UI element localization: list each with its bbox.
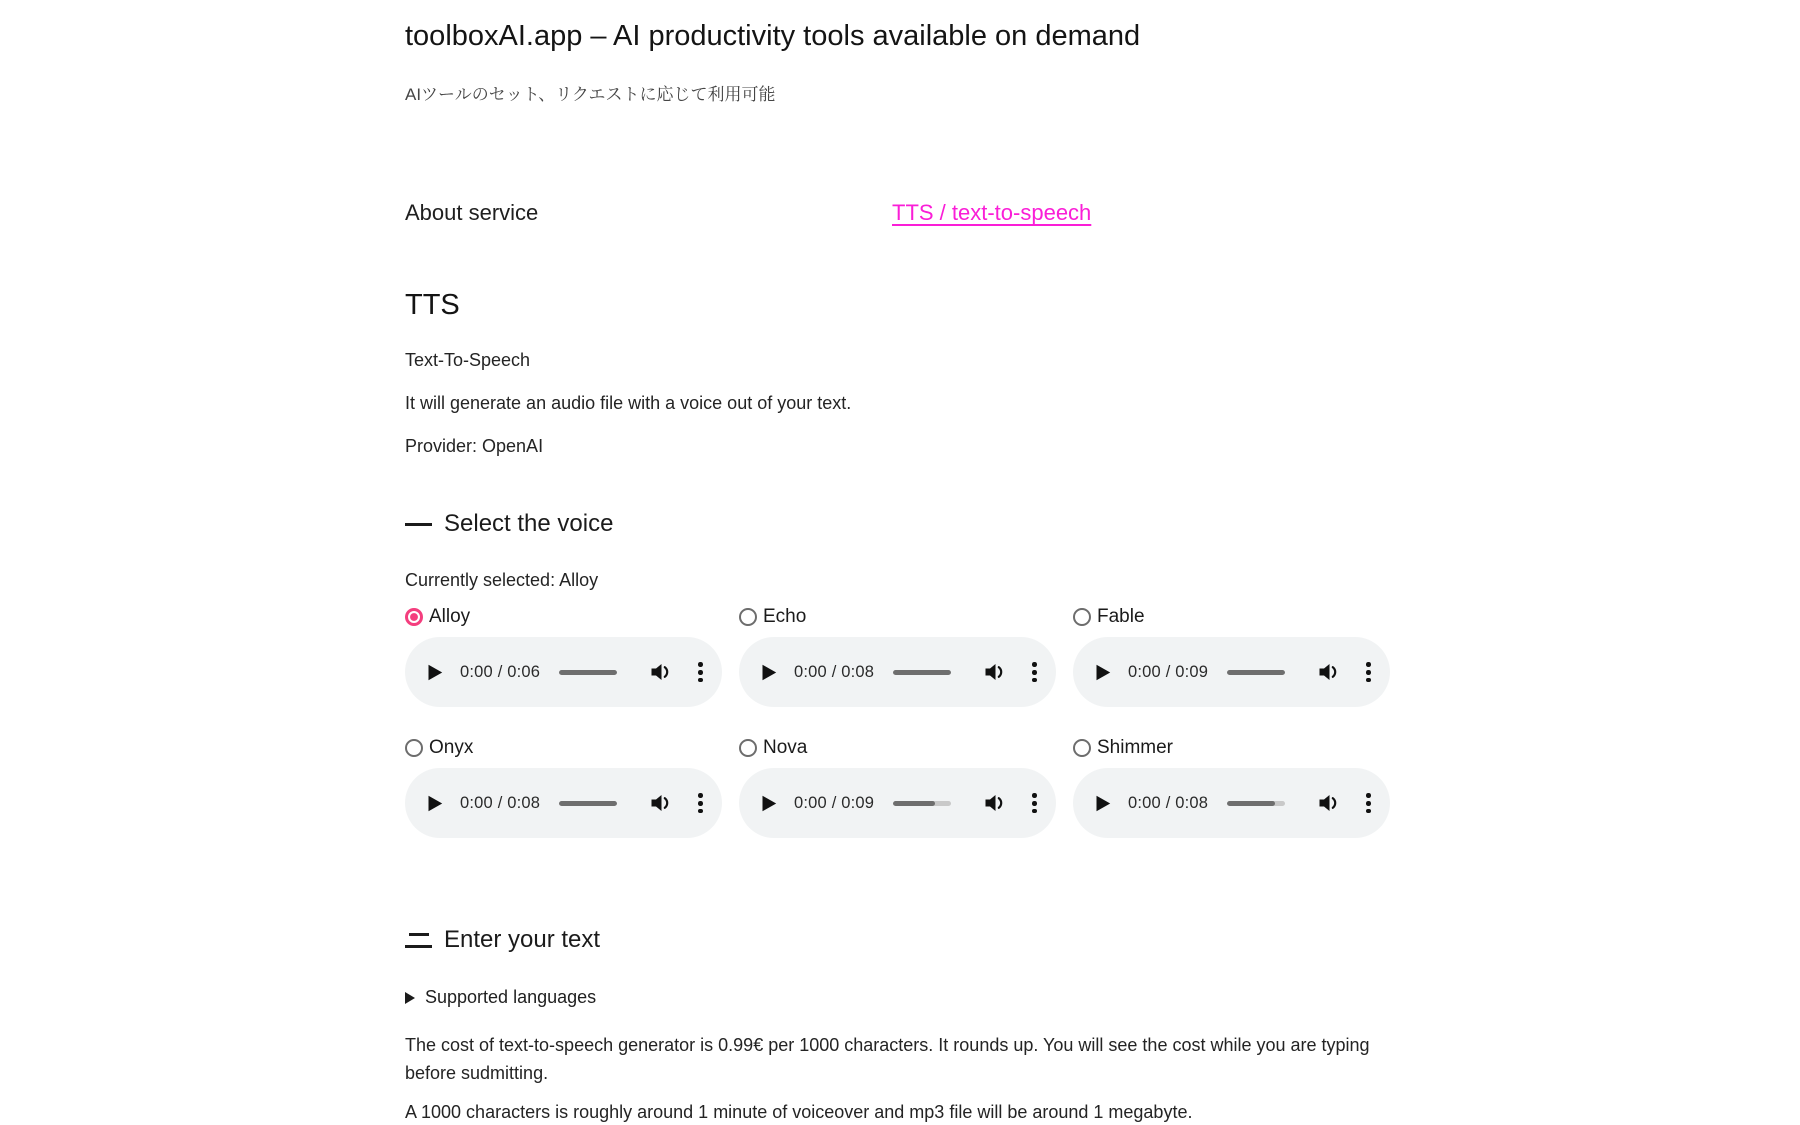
overflow-menu-icon[interactable] [698, 793, 703, 813]
select-voice-heading-label: Select the voice [444, 510, 614, 538]
play-icon[interactable] [428, 795, 443, 812]
play-icon[interactable] [1096, 664, 1111, 681]
overflow-menu-icon[interactable] [1366, 793, 1371, 813]
voice-label: Onyx [429, 737, 474, 759]
seek-bar[interactable] [893, 670, 951, 675]
section-two-marker-icon [405, 933, 432, 948]
seek-bar[interactable] [559, 801, 617, 806]
tts-provider: Provider: OpenAI [405, 436, 544, 457]
tts-description: It will generate an audio file with a voice out of your text. [405, 393, 852, 414]
overflow-menu-icon[interactable] [1032, 793, 1037, 813]
radio-icon[interactable] [739, 739, 757, 757]
section-one-marker-icon [405, 523, 432, 526]
play-icon[interactable] [428, 664, 443, 681]
audio-player-echo[interactable] [739, 637, 1056, 707]
voice-radio-nova[interactable] [739, 737, 1056, 759]
voice-radio-shimmer[interactable] [1073, 737, 1390, 759]
page-title: toolboxAI.app – AI productivity tools available on demand [405, 20, 1141, 52]
overflow-menu-icon[interactable] [1032, 662, 1037, 682]
voice-cell-fable [1073, 606, 1390, 707]
volume-icon[interactable] [984, 793, 1006, 813]
tts-name-line: Text-To-Speech [405, 350, 531, 371]
radio-icon[interactable] [1073, 739, 1091, 757]
audio-player-fable[interactable] [1073, 637, 1390, 707]
supported-languages-summary[interactable] [405, 987, 1410, 1008]
enter-text-heading-label: Enter your text [444, 926, 601, 954]
voice-grid [405, 606, 1410, 838]
audio-player-shimmer[interactable] [1073, 768, 1390, 838]
audio-player-onyx[interactable] [405, 768, 722, 838]
cost-text: The cost of text-to-speech generator is 0.99€ per 1000 characters. It rounds up. You will see the cost while you are typing before sudmitting. [405, 1035, 1370, 1084]
voice-cell-echo [739, 606, 1056, 707]
radio-icon[interactable] [405, 608, 423, 626]
voice-radio-alloy[interactable] [405, 606, 722, 628]
voice-cell-onyx [405, 737, 722, 838]
page-subtitle-japanese: AIツールのセット、リクエストに応じて利用可能 [405, 85, 776, 105]
audio-player-alloy[interactable] [405, 637, 722, 707]
voice-radio-onyx[interactable] [405, 737, 722, 759]
audio-player-nova[interactable] [739, 768, 1056, 838]
size-text: A 1000 characters is roughly around 1 minute of voiceover and mp3 file will be around 1 megabyte. [405, 1102, 1193, 1123]
play-icon[interactable] [762, 664, 777, 681]
volume-icon[interactable] [650, 793, 672, 813]
select-voice-heading [405, 510, 1410, 538]
radio-icon[interactable] [739, 608, 757, 626]
play-icon[interactable] [762, 795, 777, 812]
voice-label: Fable [1097, 606, 1145, 628]
voice-label: Nova [763, 737, 808, 759]
nav-tts-link[interactable]: TTS / text-to-speech [892, 200, 1092, 226]
volume-icon[interactable] [1318, 662, 1340, 682]
audio-time: 0:00 / 0:08 [460, 793, 541, 812]
voice-label: Echo [763, 606, 807, 628]
radio-icon[interactable] [405, 739, 423, 757]
tts-heading: TTS [405, 289, 460, 322]
voice-cell-nova [739, 737, 1056, 838]
volume-icon[interactable] [984, 662, 1006, 682]
audio-time: 0:00 / 0:08 [1128, 793, 1209, 812]
audio-time: 0:00 / 0:09 [1128, 662, 1209, 681]
overflow-menu-icon[interactable] [1366, 662, 1371, 682]
play-icon[interactable] [1096, 795, 1111, 812]
radio-icon[interactable] [1073, 608, 1091, 626]
service-nav [405, 200, 1410, 228]
audio-time: 0:00 / 0:08 [794, 662, 875, 681]
volume-icon[interactable] [650, 662, 672, 682]
voice-cell-alloy [405, 606, 722, 707]
voice-label: Alloy [429, 606, 471, 628]
nav-about-service[interactable]: About service [405, 200, 539, 226]
seek-bar[interactable] [559, 670, 617, 675]
voice-radio-fable[interactable] [1073, 606, 1390, 628]
volume-icon[interactable] [1318, 793, 1340, 813]
disclosure-triangle-icon [405, 992, 415, 1004]
currently-selected-text: Currently selected: Alloy [405, 570, 599, 591]
voice-cell-shimmer [1073, 737, 1390, 838]
supported-languages-label: Supported languages [425, 987, 597, 1008]
voice-radio-echo[interactable] [739, 606, 1056, 628]
main-content [405, 20, 1410, 1123]
audio-time: 0:00 / 0:09 [794, 793, 875, 812]
overflow-menu-icon[interactable] [698, 662, 703, 682]
seek-bar[interactable] [1227, 670, 1285, 675]
seek-bar[interactable] [1227, 801, 1285, 806]
enter-text-heading [405, 926, 1410, 954]
audio-time: 0:00 / 0:06 [460, 662, 541, 681]
voice-label: Shimmer [1097, 737, 1174, 759]
seek-bar[interactable] [893, 801, 951, 806]
